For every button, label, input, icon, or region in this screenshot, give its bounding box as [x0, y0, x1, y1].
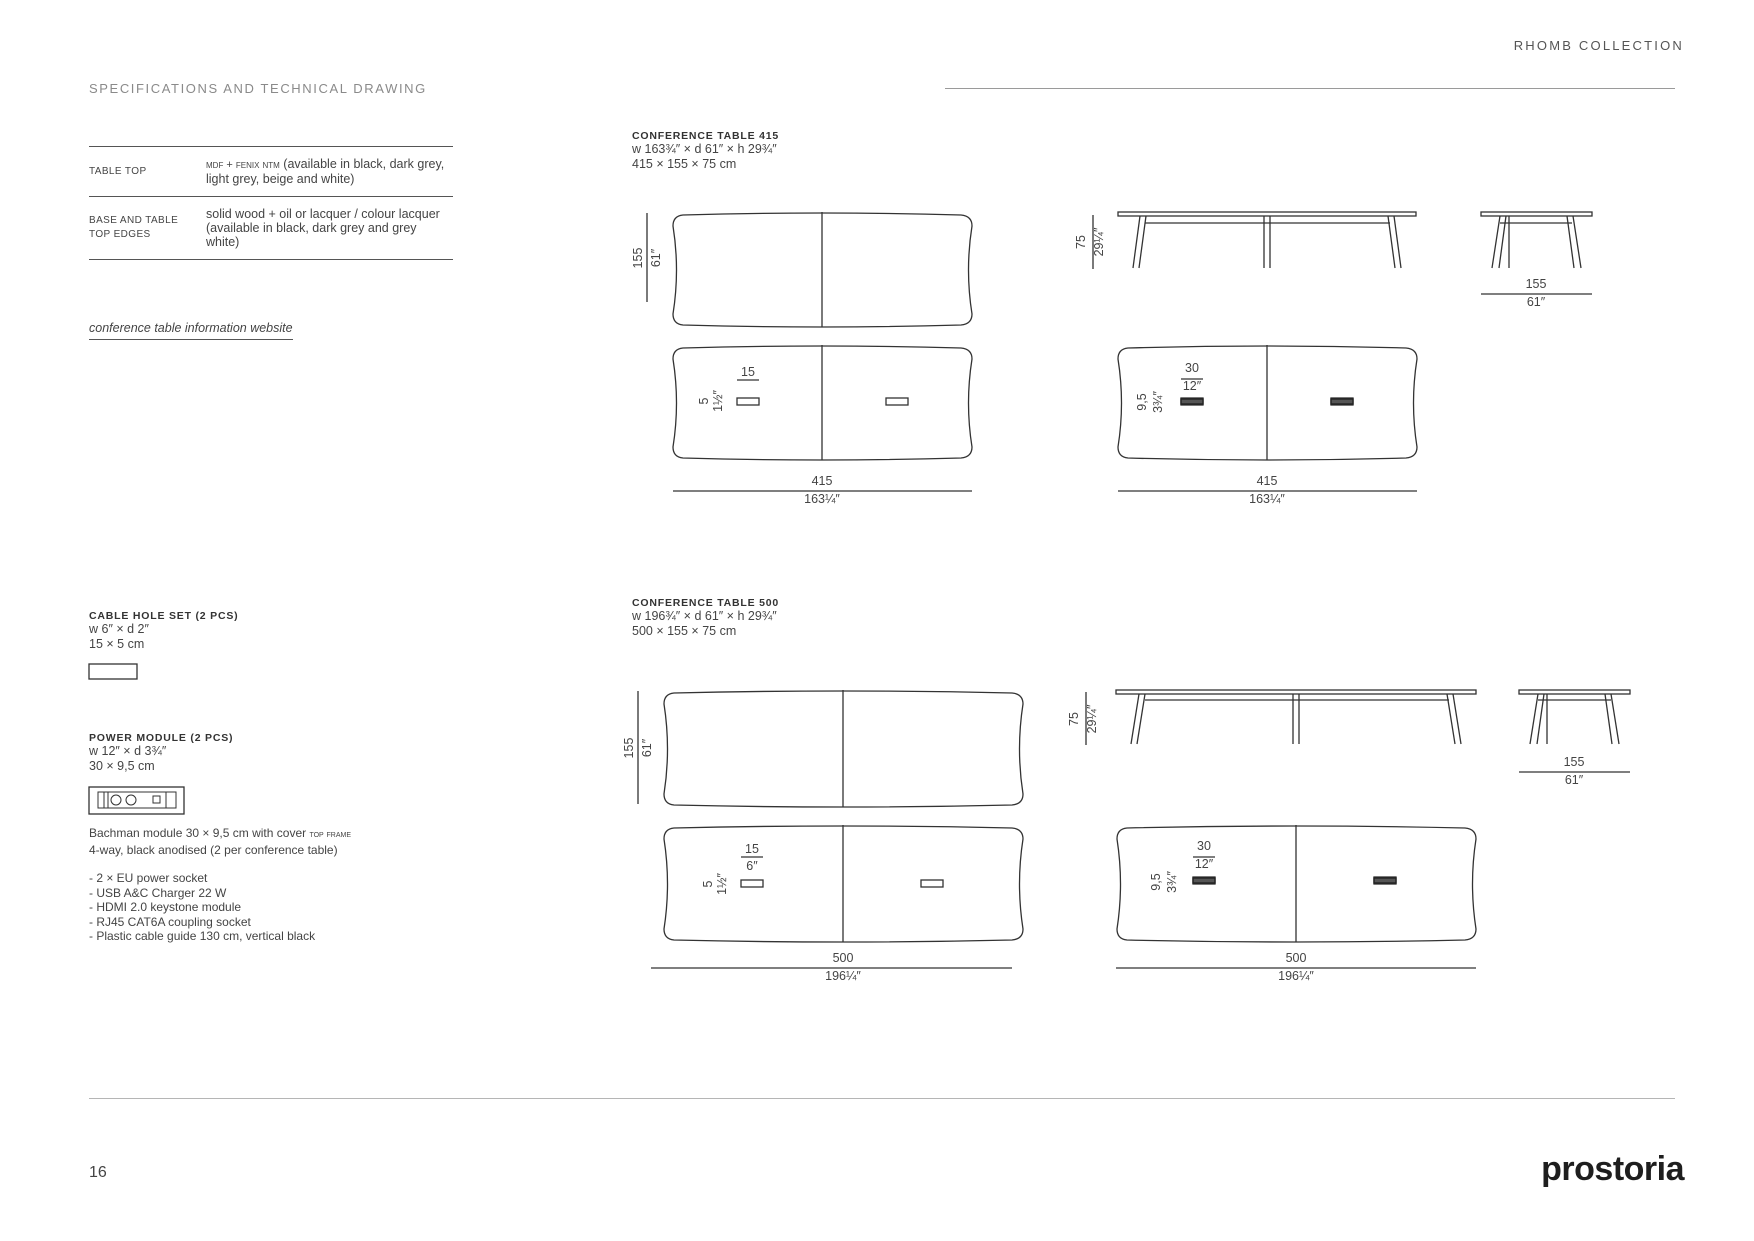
- section-title: SPECIFICATIONS AND TECHNICAL DRAWING: [89, 81, 427, 96]
- table-415-metric: 415 × 155 × 75 cm: [632, 157, 737, 171]
- dim-depth-cm: 155: [631, 247, 645, 269]
- dim-length-in: 163¼″: [1249, 492, 1285, 506]
- dim-module-width-in: 12″: [1182, 379, 1202, 393]
- cable-hole-title: CABLE HOLE SET (2 PCS): [89, 610, 239, 622]
- power-module-icon: [89, 787, 184, 814]
- dim-side-cm: 155: [1525, 277, 1547, 291]
- dim-module-depth-cm: 9,5: [1135, 393, 1149, 411]
- dim-length-in: 163¼″: [804, 492, 840, 506]
- dim-depth-in: 61″: [640, 738, 654, 758]
- dim-module-width-cm: 30: [1185, 361, 1199, 375]
- footer-divider: [89, 1098, 1675, 1099]
- dim-length-cm: 500: [832, 951, 854, 965]
- table-500-metric: 500 × 155 × 75 cm: [632, 624, 737, 638]
- dim-module-depth-in: 3¾″: [1151, 391, 1165, 413]
- dim-length-cm: 415: [1256, 474, 1278, 488]
- list-item: - 2 × EU power socket: [89, 871, 208, 885]
- cable-hole-imperial: w 6″ × d 2″: [89, 622, 149, 636]
- cable-hole-mark: [741, 880, 763, 887]
- dim-hole-width: 15: [741, 365, 755, 379]
- dim-hole-depth-cm: 5: [697, 397, 711, 405]
- list-item: - USB A&C Charger 22 W: [89, 885, 227, 900]
- list-item: - RJ45 CAT6A coupling socket: [89, 914, 251, 929]
- dim-depth-cm: 155: [622, 737, 636, 759]
- dim-length-cm: 500: [1285, 951, 1307, 965]
- dim-depth-in: 61″: [649, 248, 663, 268]
- dim-height-cm: 75: [1067, 712, 1081, 726]
- dim-length-cm: 415: [811, 474, 833, 488]
- spec-key: BASE AND TABLE TOP EDGES: [89, 197, 206, 260]
- dim-height-cm: 75: [1074, 235, 1088, 249]
- cable-hole-mark: [921, 880, 943, 887]
- website-link[interactable]: conference table information website: [89, 321, 293, 340]
- dim-hole-depth-cm: 5: [701, 880, 715, 888]
- collection-name: RHOMB COLLECTION: [1513, 38, 1684, 53]
- dim-module-depth-in: 3¾″: [1165, 871, 1179, 893]
- dim-hole-depth-in: 1½″: [715, 873, 729, 895]
- table-500-imperial: w 196¾″ × d 61″ × h 29¾″: [632, 609, 777, 623]
- spec-key: TABLE TOP: [89, 147, 206, 197]
- power-module-description: Bachman module 30 × 9,5 cm with cover top frame 4-way, black anodised (2 per conference table) - 2 × EU power socket - USB A&C Charger 22 W - HDMI 2.0 keystone module - RJ45 CAT6A coupling socket - Plastic cable guide 130 cm, vertical black: [89, 826, 449, 944]
- spec-value: solid wood + oil or lacquer / colour lacquer (available in black, dark grey and grey white): [206, 197, 453, 260]
- dim-height-in: 29¼″: [1092, 227, 1106, 257]
- page-number: 16: [89, 1164, 107, 1181]
- brand-logo: prostoria: [1541, 1150, 1684, 1188]
- dim-side-cm: 155: [1563, 755, 1585, 769]
- cable-hole-mark: [737, 398, 759, 405]
- list-item: - Plastic cable guide 130 cm, vertical black: [89, 929, 316, 943]
- table-500-front-view: [1086, 690, 1476, 745]
- table-415-imperial: w 163¾″ × d 61″ × h 29¾″: [632, 142, 777, 156]
- dim-module-depth-cm: 9,5: [1149, 873, 1163, 891]
- dim-module-width-in: 12″: [1194, 857, 1214, 871]
- dim-module-width-cm: 30: [1197, 839, 1211, 853]
- cable-hole-mark: [886, 398, 908, 405]
- dim-hole-width-cm: 15: [745, 842, 759, 856]
- table-415-title: CONFERENCE TABLE 415: [632, 130, 780, 142]
- table-500-title: CONFERENCE TABLE 500: [632, 597, 780, 609]
- dim-hole-depth-in: 1½″: [711, 390, 725, 412]
- power-module-metric: 30 × 9,5 cm: [89, 759, 155, 773]
- power-module-imperial: w 12″ × d 3¾″: [89, 744, 167, 758]
- dim-length-in: 196¼″: [825, 969, 861, 983]
- dim-length-in: 196¼″: [1278, 969, 1314, 983]
- list-item: - HDMI 2.0 keystone module: [89, 900, 242, 914]
- dim-hole-width-in: 6″: [746, 859, 758, 873]
- dim-side-in: 61″: [1564, 773, 1584, 787]
- spec-value: mdf + fenix ntm (available in black, dark grey, light grey, beige and white): [206, 147, 453, 197]
- dim-height-in: 29¼″: [1085, 704, 1099, 734]
- cable-hole-icon: [89, 664, 137, 679]
- cable-hole-metric: 15 × 5 cm: [89, 637, 145, 651]
- dim-side-in: 61″: [1526, 295, 1546, 309]
- power-module-title: POWER MODULE (2 PCS): [89, 732, 234, 744]
- table-415-front-view: [1093, 212, 1416, 269]
